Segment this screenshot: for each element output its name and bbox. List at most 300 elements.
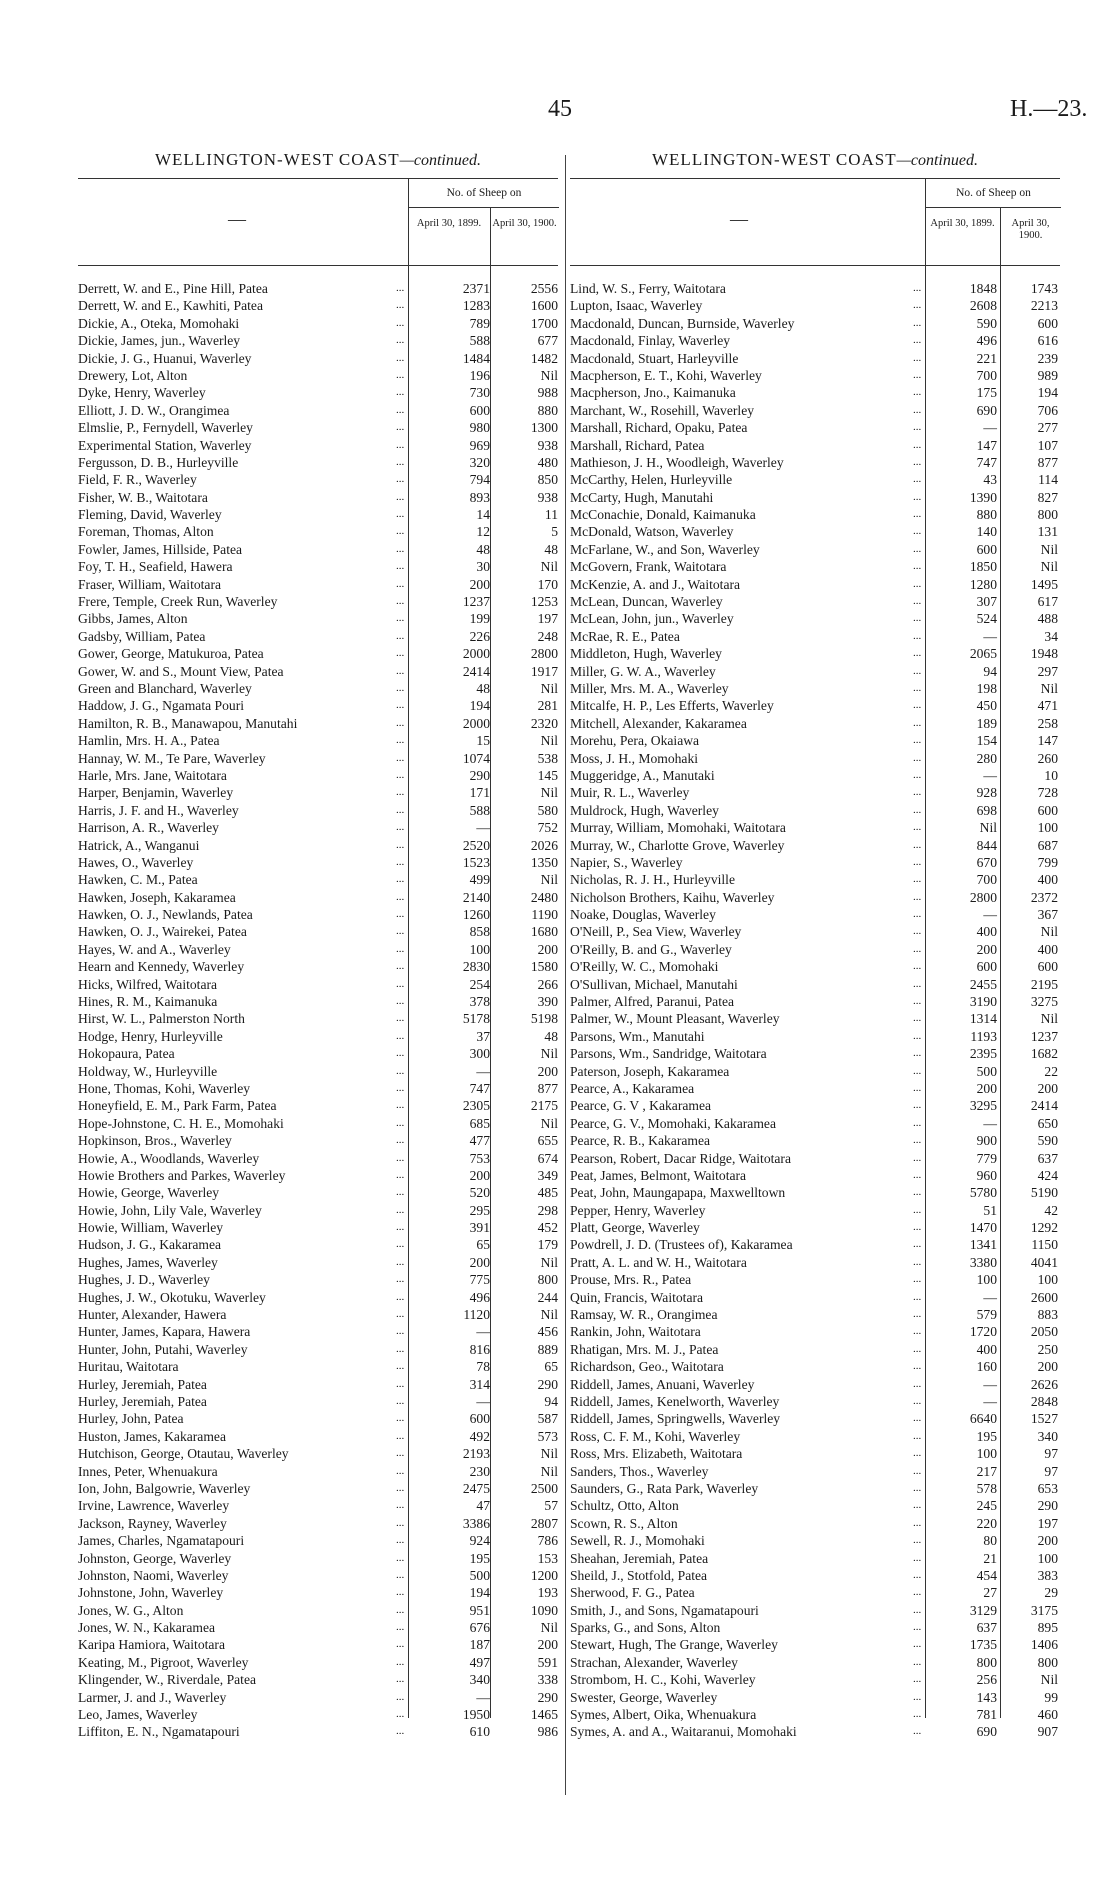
owner-name: Hope-Johnstone, C. H. E., Momohaki [78, 1115, 284, 1131]
dot-leader: ... [913, 1516, 922, 1529]
owner-name: Holdway, W., Hurleyville [78, 1063, 218, 1079]
sheep-1900: 2848 [1030, 1394, 1058, 1409]
dot-leader: ... [396, 1481, 405, 1494]
sheep-1900: 1600 [530, 298, 558, 314]
dot-leader: ... [913, 1412, 922, 1425]
dot-leader: ... [913, 1081, 922, 1094]
sheep-1900: 197 [537, 611, 558, 627]
owner-name: Palmer, W., Mount Pleasant, Waverley [570, 1011, 780, 1027]
table-row [78, 1550, 558, 1567]
table-row [78, 680, 558, 697]
owner-name: Howie, A., Woodlands, Waverley [78, 1150, 260, 1166]
sheep-1899: 47 [476, 1498, 490, 1514]
dot-leader: ... [913, 560, 922, 573]
table-header [570, 178, 1060, 266]
sheep-1900: 452 [537, 1220, 558, 1236]
sheep-1899: 200 [976, 941, 997, 957]
table-row [570, 697, 1060, 714]
table-row [78, 1480, 558, 1497]
table-row [78, 628, 558, 645]
sheep-1899: 781 [976, 1707, 997, 1723]
dot-leader: ... [913, 1325, 922, 1338]
sheep-1899: 928 [976, 785, 997, 801]
dot-leader: ... [396, 1412, 405, 1425]
sheep-1900: 57 [544, 1498, 558, 1514]
sheep-1900: 590 [1037, 1133, 1058, 1149]
sheep-1900: 1300 [530, 420, 558, 436]
sheep-1900: 107 [1037, 437, 1058, 453]
dot-leader: ... [396, 1203, 405, 1216]
sheep-1900: 485 [537, 1185, 558, 1201]
sheep-1900: 1350 [530, 854, 558, 870]
dot-leader: ... [396, 1377, 405, 1390]
sheep-1900: Nil [540, 559, 558, 575]
table-row [570, 1097, 1060, 1114]
dot-leader: ... [913, 664, 922, 677]
owner-name: O'Sullivan, Michael, Manutahi [570, 976, 738, 992]
owner-name: Pratt, A. L. and W. H., Waitotara [570, 1254, 747, 1270]
sheep-1900: 1253 [530, 594, 558, 610]
sheep-1900: 170 [537, 576, 558, 592]
sheep-1899: 2140 [462, 889, 490, 905]
sheep-1900: 1495 [1030, 576, 1058, 592]
dot-leader: ... [396, 1621, 405, 1634]
sheep-1900: 1465 [530, 1707, 558, 1723]
sheep-1899: — [983, 907, 997, 923]
sheep-1899: 100 [976, 1272, 997, 1288]
table-row [570, 645, 1060, 662]
table-row [570, 1236, 1060, 1253]
column-header-1899: April 30, 1899. [930, 218, 995, 229]
table-row [570, 767, 1060, 784]
dot-leader: ... [913, 838, 922, 851]
sheep-1899: 21 [983, 1550, 997, 1566]
table-row [78, 784, 558, 801]
sheep-1899: 496 [976, 333, 997, 349]
sheep-1900: 147 [1037, 733, 1058, 749]
dot-leader: ... [396, 699, 405, 712]
sheep-1899: 195 [976, 1428, 997, 1444]
sheep-1899: 340 [469, 1672, 490, 1688]
column-divider [565, 155, 566, 1795]
owner-name: Johnstone, John, Waverley [78, 1585, 224, 1601]
table-row [570, 1219, 1060, 1236]
dot-leader: ... [913, 1099, 922, 1112]
dot-leader: ... [913, 1203, 922, 1216]
sheep-1900: 880 [537, 402, 558, 418]
sheep-1900: 1150 [1031, 1237, 1058, 1253]
owner-name: Macpherson, Jno., Kaimanuka [570, 385, 736, 401]
sheep-1900: Nil [1040, 1672, 1058, 1688]
dot-leader: ... [913, 1116, 922, 1129]
dot-leader: ... [913, 855, 922, 868]
sheep-1899: — [476, 1063, 490, 1079]
dot-leader: ... [396, 786, 405, 799]
table-row [78, 558, 558, 575]
sheep-1899: 256 [976, 1672, 997, 1688]
owner-name: Noake, Douglas, Waverley [570, 907, 716, 923]
table-row [78, 958, 558, 975]
sheep-1899: 94 [983, 663, 997, 679]
table-row [78, 315, 558, 332]
table-row [78, 871, 558, 888]
owner-name: Fleming, David, Waverley [78, 507, 222, 523]
table-row [570, 1723, 1060, 1740]
sheep-1899: 1120 [463, 1307, 490, 1323]
table-row [78, 1063, 558, 1080]
owner-name: Hawes, O., Waverley [78, 854, 194, 870]
dot-leader: ... [396, 282, 405, 294]
dot-leader: ... [396, 821, 405, 834]
owner-name: Pearce, G. V., Momohaki, Kakaramea [570, 1115, 776, 1131]
dot-leader: ... [396, 1342, 405, 1355]
owner-name: Hunter, John, Putahi, Waverley [78, 1341, 248, 1357]
sheep-1899: 1280 [969, 576, 997, 592]
sheep-1900: 752 [537, 820, 558, 836]
title-text: WELLINGTON-WEST COAST [155, 150, 400, 169]
table-row [570, 1358, 1060, 1375]
sheep-1899: 1341 [969, 1237, 997, 1253]
sheep-1900: Nil [540, 680, 558, 696]
sheep-1900: 907 [1037, 1724, 1058, 1740]
sheep-1900: Nil [540, 1307, 558, 1323]
table-row [78, 506, 558, 523]
dot-leader: ... [396, 1012, 405, 1025]
sheep-1900: 42 [1044, 1202, 1058, 1218]
owner-name: McFarlane, W., and Son, Waverley [570, 541, 760, 557]
sheep-1899: 520 [469, 1185, 490, 1201]
sheep-1900: Nil [1040, 541, 1058, 557]
sheep-1899: 290 [469, 767, 490, 783]
owner-name: Swester, George, Waverley [570, 1689, 718, 1705]
sheep-1899: 685 [469, 1115, 490, 1131]
owner-name: Derrett, W. and E., Kawhiti, Patea [78, 298, 263, 314]
sheep-1899: — [983, 1289, 997, 1305]
table-row [78, 697, 558, 714]
owner-name: Fraser, William, Waitotara [78, 576, 222, 592]
dot-leader: ... [913, 525, 922, 538]
sheep-1900: 2026 [530, 837, 558, 853]
owner-name: Johnston, George, Waverley [78, 1550, 232, 1566]
table-row [78, 1254, 558, 1271]
dot-leader: ... [913, 1690, 922, 1703]
owner-name: Foy, T. H., Seafield, Hawera [78, 559, 233, 575]
sheep-1899: 2065 [969, 646, 997, 662]
table-row [570, 732, 1060, 749]
owner-name: Harrison, A. R., Waverley [78, 820, 219, 836]
sheep-1900: 674 [537, 1150, 558, 1166]
sheep-1900: Nil [540, 1254, 558, 1270]
owner-name: Hawken, O. J., Wairekei, Patea [78, 924, 247, 940]
table-row [78, 1010, 558, 1027]
title-suffix: —continued. [896, 152, 978, 169]
sheep-1899: 300 [469, 1046, 490, 1062]
dot-leader: ... [396, 508, 405, 521]
dot-leader: ... [396, 473, 405, 486]
table-row [570, 506, 1060, 523]
dot-leader: ... [396, 768, 405, 781]
table-row [570, 1028, 1060, 1045]
sheep-1899: 51 [983, 1202, 997, 1218]
owner-name: McKenzie, A. and J., Waitotara [570, 576, 741, 592]
owner-name: Riddell, James, Kenelworth, Waverley [570, 1394, 780, 1409]
table-row [78, 1306, 558, 1323]
owner-name: Marshall, Richard, Patea [570, 437, 705, 453]
owner-name: Sheahan, Jeremiah, Patea [570, 1550, 709, 1566]
sheep-1899: — [983, 1115, 997, 1131]
table-row [570, 1428, 1060, 1445]
sheep-1900: Nil [1040, 924, 1058, 940]
sheep-1899: 951 [469, 1602, 490, 1618]
sheep-1900: 114 [1038, 472, 1058, 488]
sheep-1899: 500 [976, 1063, 997, 1079]
owner-name: Lind, W. S., Ferry, Waitotara [570, 281, 726, 296]
owner-name: Irvine, Lawrence, Waverley [78, 1498, 230, 1514]
table-row [570, 1167, 1060, 1184]
table-title [570, 150, 1060, 178]
sheep-1899: 5178 [462, 1011, 490, 1027]
sheep-1900: 938 [537, 437, 558, 453]
owner-name: Harper, Benjamin, Waverley [78, 785, 234, 801]
table-row [78, 1671, 558, 1688]
sheep-1900: 200 [1037, 1080, 1058, 1096]
sheep-1899: 3295 [969, 1098, 997, 1114]
dot-leader: ... [913, 1551, 922, 1564]
table-row [570, 854, 1060, 871]
sheep-1899: 189 [976, 715, 997, 731]
sheep-1899: 220 [976, 1515, 997, 1531]
sheep-1899: 1260 [462, 907, 490, 923]
owner-name: Paterson, Joseph, Kakaramea [570, 1063, 730, 1079]
table-row [570, 1463, 1060, 1480]
sheep-1900: 1292 [1030, 1220, 1058, 1236]
sheep-1900: 179 [537, 1237, 558, 1253]
owner-name: Middleton, Hugh, Waverley [570, 646, 722, 662]
sheep-1900: 3275 [1030, 994, 1058, 1010]
sheep-1900: 48 [544, 1028, 558, 1044]
table-row [78, 1219, 558, 1236]
sheep-1899: 578 [976, 1480, 997, 1496]
dot-leader: ... [913, 542, 922, 555]
owner-name: Hokopaura, Patea [78, 1046, 175, 1062]
table-row [570, 1045, 1060, 1062]
table-row [570, 819, 1060, 836]
table-row [570, 1150, 1060, 1167]
table-row [570, 297, 1060, 314]
table-row [570, 332, 1060, 349]
sheep-1900: 883 [1037, 1307, 1058, 1323]
owner-name: Nicholson Brothers, Kaihu, Waverley [570, 889, 775, 905]
owner-name: O'Reilly, B. and G., Waverley [570, 941, 732, 957]
sheep-1899: 588 [469, 333, 490, 349]
dot-leader: ... [913, 508, 922, 521]
table-row [570, 1306, 1060, 1323]
table-row [78, 1410, 558, 1427]
sheep-1900: 340 [1037, 1428, 1058, 1444]
owner-name: Pearce, G. V , Kakaramea [570, 1098, 712, 1114]
owner-name: Hopkinson, Bros., Waverley [78, 1133, 232, 1149]
dot-leader: ... [396, 1047, 405, 1060]
dot-leader: ... [396, 1568, 405, 1581]
column-header-1899: April 30, 1899. [416, 218, 482, 229]
sheep-1899: 217 [976, 1463, 997, 1479]
page-number: 45 [548, 96, 572, 122]
sheep-1899: 924 [469, 1533, 490, 1549]
owner-name: Dyke, Henry, Waverley [78, 385, 206, 401]
sheep-1899: 2000 [462, 715, 490, 731]
sheep-1900: Nil [540, 1620, 558, 1636]
owner-name: Hannay, W. M., Te Pare, Waverley [78, 750, 266, 766]
owner-name: Hamilton, R. B., Manawapou, Manutahi [78, 715, 298, 731]
sheep-1900: 877 [1037, 454, 1058, 470]
sheep-1900: 471 [1037, 698, 1058, 714]
name-column-header: — [228, 209, 246, 229]
sheep-1899: 858 [469, 924, 490, 940]
table-row [570, 1410, 1060, 1427]
table-row [570, 871, 1060, 888]
sheep-1900: 29 [1044, 1585, 1058, 1601]
sheep-1899: 280 [976, 750, 997, 766]
dot-leader: ... [913, 1255, 922, 1268]
sheep-1899: 147 [976, 437, 997, 453]
dot-leader: ... [913, 1395, 922, 1407]
sheep-1900: 349 [537, 1167, 558, 1183]
dot-leader: ... [913, 1673, 922, 1686]
sheep-1900: Nil [540, 872, 558, 888]
dot-leader: ... [396, 1725, 405, 1738]
owner-name: Richardson, Geo., Waitotara [570, 1359, 724, 1375]
dot-leader: ... [913, 1655, 922, 1668]
dot-leader: ... [913, 786, 922, 799]
owner-name: James, Charles, Ngamatapouri [78, 1533, 245, 1549]
dot-leader: ... [396, 1308, 405, 1321]
dot-leader: ... [396, 1534, 405, 1547]
table-row [570, 558, 1060, 575]
sheep-1900: 97 [1044, 1446, 1058, 1462]
sheep-1900: 580 [537, 802, 558, 818]
dot-leader: ... [396, 1116, 405, 1129]
owner-name: Leo, James, Waverley [78, 1707, 198, 1723]
dot-leader: ... [396, 1516, 405, 1529]
table-row [570, 1271, 1060, 1288]
sheep-1899: 65 [476, 1237, 490, 1253]
table-row [570, 715, 1060, 732]
table-row [570, 1132, 1060, 1149]
sheep-1900: 1743 [1030, 281, 1058, 296]
sheep-1900: 1482 [530, 350, 558, 366]
sheep-1899: 2830 [462, 959, 490, 975]
table-row [570, 889, 1060, 906]
owner-name: Morehu, Pera, Okaiawa [570, 733, 700, 749]
table-row [78, 802, 558, 819]
sheep-1900: 1682 [1030, 1046, 1058, 1062]
sheep-1899: 600 [469, 1411, 490, 1427]
table-row [78, 489, 558, 506]
table-row [78, 367, 558, 384]
sheep-1899: 960 [976, 1167, 997, 1183]
owner-name: Sewell, R. J., Momohaki [570, 1533, 705, 1549]
owner-name: Sparks, G., and Sons, Alton [570, 1620, 721, 1636]
sheep-1899: 187 [469, 1637, 490, 1653]
owner-name: Strombom, H. C., Kohi, Waverley [570, 1672, 756, 1688]
table-body [570, 266, 1060, 1741]
sheep-1900: 2600 [1030, 1289, 1058, 1305]
owner-name: Dickie, J. G., Huanui, Waverley [78, 350, 252, 366]
table-row [78, 906, 558, 923]
owner-name: Muggeridge, A., Manutaki [570, 767, 715, 783]
sheep-1899: 1484 [462, 350, 490, 366]
table-row [78, 1619, 558, 1636]
sheep-1900: 538 [537, 750, 558, 766]
group-header-label: No. of Sheep on [409, 179, 559, 208]
sheep-1900: 131 [1037, 524, 1058, 540]
table-row [570, 384, 1060, 401]
sheep-1899: 100 [469, 941, 490, 957]
sheep-1900: 1200 [530, 1567, 558, 1583]
owner-name: Riddell, James, Anuani, Waverley [570, 1376, 755, 1392]
sheep-1900: 298 [537, 1202, 558, 1218]
sheep-1899: 1950 [462, 1707, 490, 1723]
dot-leader: ... [913, 1012, 922, 1025]
dot-leader: ... [913, 421, 922, 434]
table-row [78, 332, 558, 349]
sheep-1900: Nil [540, 785, 558, 801]
table-row [78, 1184, 558, 1201]
table-row [570, 976, 1060, 993]
sheep-1899: 492 [469, 1428, 490, 1444]
sheep-1899: 1848 [969, 281, 997, 296]
owner-name: Jones, W. N., Kakaramea [78, 1620, 216, 1636]
table-row [78, 1445, 558, 1462]
sheep-1900: 706 [1037, 402, 1058, 418]
owner-name: Jackson, Rayney, Waverley [78, 1515, 227, 1531]
owner-name: Dickie, James, jun., Waverley [78, 333, 241, 349]
sheep-1899: 1283 [462, 298, 490, 314]
sheep-1900: 616 [1037, 333, 1058, 349]
sheep-1900: Nil [1040, 680, 1058, 696]
sheep-1899: 844 [976, 837, 997, 853]
dot-leader: ... [913, 612, 922, 625]
dot-leader: ... [396, 1447, 405, 1460]
table-row [78, 1167, 558, 1184]
owner-name: Napier, S., Waverley [570, 854, 683, 870]
table-row [78, 437, 558, 454]
table-row [570, 1567, 1060, 1584]
dot-leader: ... [913, 438, 922, 451]
sheep-1900: 1090 [530, 1602, 558, 1618]
table-row [570, 454, 1060, 471]
sheep-1899: 1470 [969, 1220, 997, 1236]
dot-leader: ... [913, 1586, 922, 1599]
table-row [570, 1063, 1060, 1080]
table-row [570, 1341, 1060, 1358]
dot-leader: ... [396, 942, 405, 955]
sheep-1899: 477 [469, 1133, 490, 1149]
sheep-1900: 2195 [1030, 976, 1058, 992]
owner-name: Pepper, Henry, Waverley [570, 1202, 706, 1218]
sheep-1899: 200 [469, 576, 490, 592]
owner-name: Green and Blanchard, Waverley [78, 680, 252, 696]
table-row [78, 1132, 558, 1149]
sheep-1899: 199 [469, 611, 490, 627]
sheep-1899: 753 [469, 1150, 490, 1166]
owner-name: Symes, A. and A., Waitaranui, Momohaki [570, 1724, 797, 1740]
dot-leader: ... [396, 803, 405, 816]
table-row [78, 1723, 558, 1740]
dot-leader: ... [913, 1151, 922, 1164]
table-header [78, 178, 558, 266]
table-row [570, 663, 1060, 680]
